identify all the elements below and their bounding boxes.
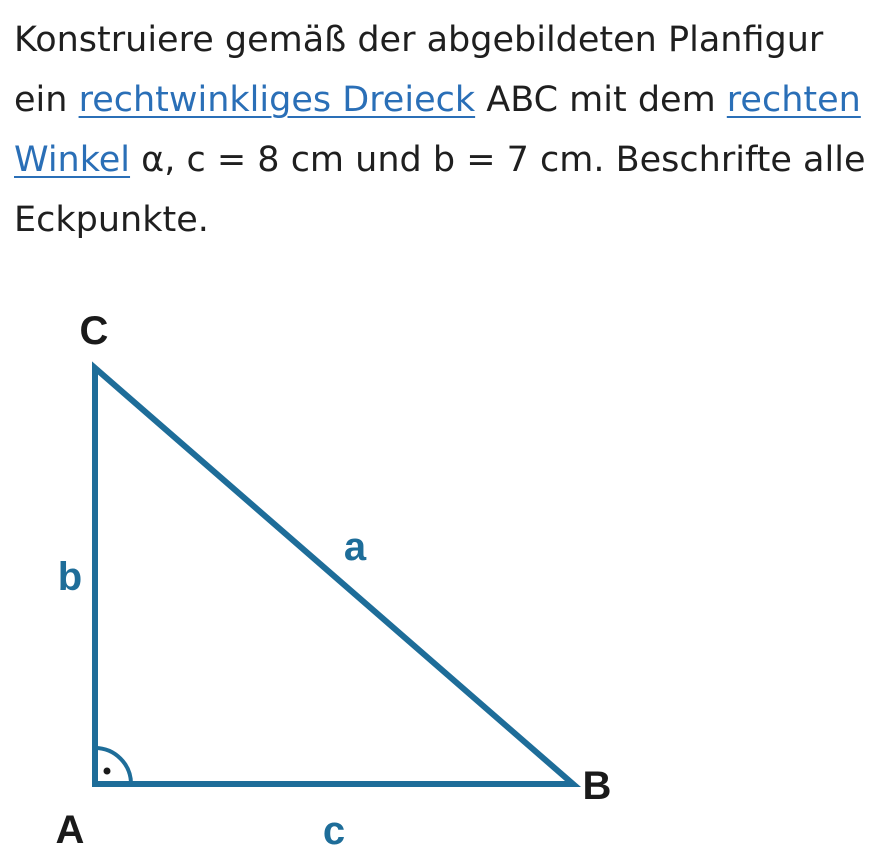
task-text-part-1: Konstruiere gemäß der abgebildeten Planfigur ein (14, 20, 824, 120)
link-rechter-winkel[interactable]: rechten Winkel (14, 80, 861, 180)
vertex-label-a: A (55, 808, 85, 852)
vertex-label-b: B (582, 764, 612, 808)
right-angle-arc (95, 748, 131, 784)
side-label-b: b (57, 555, 83, 599)
link-rechtwinkliges-dreieck[interactable]: rechtwinkliges Dreieck (78, 80, 476, 120)
triangle-abc (95, 368, 573, 784)
task-text-part-3: α, c = 8 cm und b = 7 cm. Beschrifte alle Eckpunkte. (14, 140, 866, 240)
vertex-label-c: C (79, 309, 109, 353)
task-text-part-2: ABC mit dem (475, 80, 727, 120)
side-label-a: a (343, 525, 367, 569)
side-label-c: c (322, 809, 346, 853)
right-angle-dot (104, 768, 111, 775)
